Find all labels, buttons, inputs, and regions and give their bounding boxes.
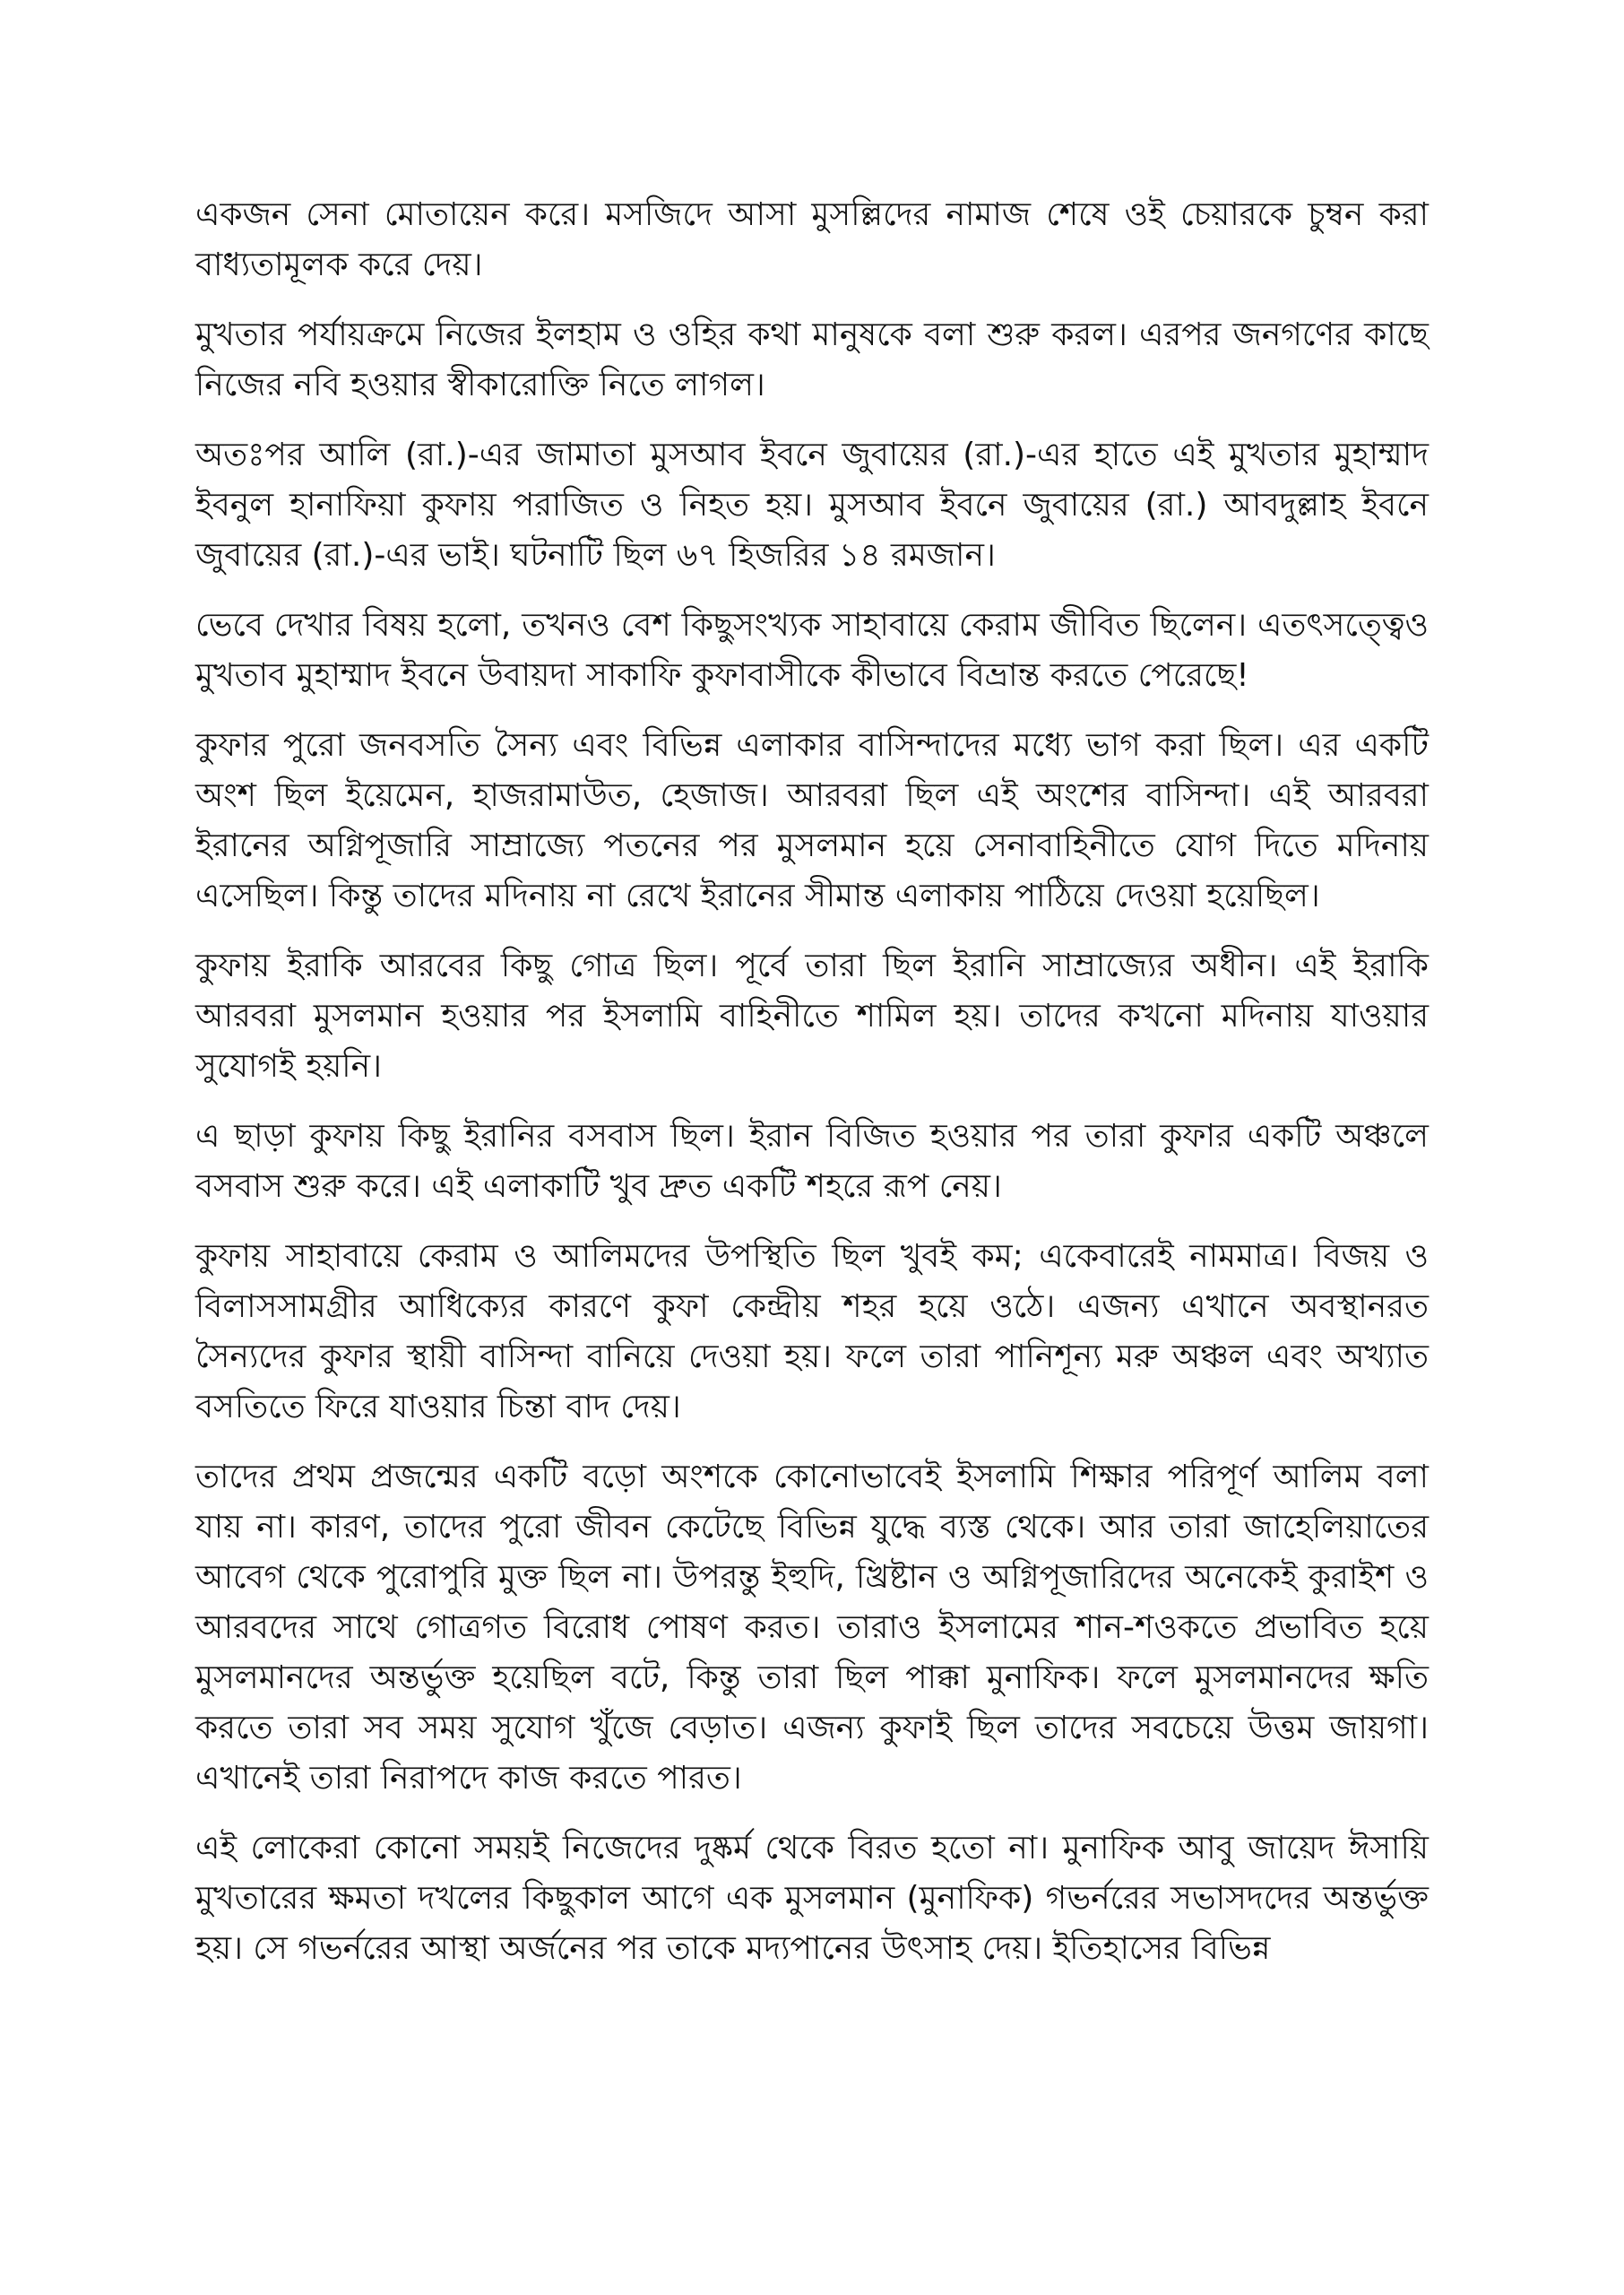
paragraph: তাদের প্রথম প্রজন্মের একটি বড়ো অংশকে কোনোভাবেই ইসলামি শিক্ষার পরিপূর্ণ আলিম বলা যায় না। কারণ, তাদের পুরো জীবন কেটেছে বিভিন্ন যুদ্ধে ব্যস্ত থেকে। আর তারা জাহেলিয়াতের আবেগ থেকে পুরোপুরি মুক্ত ছিল না। উপরন্তু ইহুদি, খ্রিষ্টান ও অগ্নিপূজারিদের অনেকেই কুরাইশ ও আরবদের সাথে গোত্রগত বিরোধ পোষণ করত। তারাও ইসলামের শান-শওকতে প্রভাবিত হয়ে মুসলমানদের অন্তর্ভুক্ত হয়েছিল বটে, কিন্তু তারা ছিল পাক্কা মুনাফিক। ফলে মুসলমানদের ক্ষতি করতে তারা সব সময় সুযোগ খুঁজে বেড়াত। এজন্য কুফাই ছিল তাদের সবচেয়ে উত্তম জায়গা। এখানেই তারা নিরাপদে কাজ করতে পারত।	[195, 1459, 1429, 1797]
paragraph: ভেবে দেখার বিষয় হলো, তখনও বেশ কিছুসংখ্যক সাহাবায়ে কেরাম জীবিত ছিলেন। এতৎসত্ত্বেও মুখতাব মুহাম্মাদ ইবনে উবায়দা সাকাফি কুফাবাসীকে কীভাবে বিভ্রান্ত করতে পেরেছে!	[195, 607, 1429, 694]
paragraph: অতঃপর আলি (রা.)-এর জামাতা মুসআব ইবনে জুবায়ের (রা.)-এর হাতে এই মুখতার মুহাম্মাদ ইবনুল হানাফিয়া কুফায় পরাজিত ও নিহত হয়। মুসআব ইবনে জুবায়ের (রা.) আবদুল্লাহ ইবনে জুবায়ের (রা.)-এর ভাই। ঘটনাটি ছিল ৬৭ হিজরির ১৪ রমজান।	[195, 437, 1429, 574]
paragraph: এ ছাড়া কুফায় কিছু ইরানির বসবাস ছিল। ইরান বিজিত হওয়ার পর তারা কুফার একটি অঞ্চলে বসবাস শুরু করে। এই এলাকাটি খুব দ্রুত একটি শহরে রূপ নেয়।	[195, 1118, 1429, 1205]
paragraph: কুফার পুরো জনবসতি সৈন্য এবং বিভিন্ন এলাকার বাসিন্দাদের মধ্যে ভাগ করা ছিল। এর একটি অংশ ছিল ইয়েমেন, হাজরামাউত, হেজাজ। আরবরা ছিল এই অংশের বাসিন্দা। এই আরবরা ইরানের অগ্নিপূজারি সাম্রাজ্যে পতনের পর মুসলমান হয়ে সেনাবাহিনীতে যোগ দিতে মদিনায় এসেছিল। কিন্তু তাদের মদিনায় না রেখে ইরানের সীমান্ত এলাকায় পাঠিয়ে দেওয়া হয়েছিল।	[195, 727, 1429, 914]
paragraph: এই লোকেরা কোনো সময়ই নিজেদের দুষ্কর্ম থেকে বিরত হতো না। মুনাফিক আবু জায়েদ ঈসায়ি মুখতারের ক্ষমতা দখলের কিছুকাল আগে এক মুসলমান (মুনাফিক) গভর্নরের সভাসদদের অন্তর্ভুক্ত হয়। সে গভর্নরের আস্থা অর্জনের পর তাকে মদ্যপানের উৎসাহ দেয়। ইতিহাসের বিভিন্ন	[195, 1830, 1429, 1967]
body-text	[195, 190, 1429, 1994]
paragraph: মুখতার পর্যায়ক্রমে নিজের ইলহাম ও ওহির কথা মানুষকে বলা শুরু করল। এরপর জনগণের কাছে নিজের নবি হওয়ার স্বীকারোক্তি নিতে লাগল।	[195, 316, 1429, 403]
paragraph: কুফায় সাহাবায়ে কেরাম ও আলিমদের উপস্থিতি ছিল খুবই কম; একেবারেই নামমাত্র। বিজয় ও বিলাসসামগ্রীর আধিক্যের কারণে কুফা কেন্দ্রীয় শহর হয়ে ওঠে। এজন্য এখানে অবস্থানরত সৈন্যদের কুফার স্থায়ী বাসিন্দা বানিয়ে দেওয়া হয়। ফলে তারা পানিশূন্য মরু অঞ্চল এবং অখ্যাত বসতিতে ফিরে যাওয়ার চিন্তা বাদ দেয়।	[195, 1238, 1429, 1425]
paragraph: একজন সেনা মোতায়েন করে। মসজিদে আসা মুসল্লিদের নামাজ শেষে ওই চেয়ারকে চুম্বন করা বাধ্যতামূলক করে দেয়।	[195, 196, 1429, 283]
paragraph: কুফায় ইরাকি আরবের কিছু গোত্র ছিল। পূর্বে তারা ছিল ইরানি সাম্রাজ্যের অধীন। এই ইরাকি আরবরা মুসলমান হওয়ার পর ইসলামি বাহিনীতে শামিল হয়। তাদের কখনো মদিনায় যাওয়ার সুযোগই হয়নি।	[195, 948, 1429, 1085]
